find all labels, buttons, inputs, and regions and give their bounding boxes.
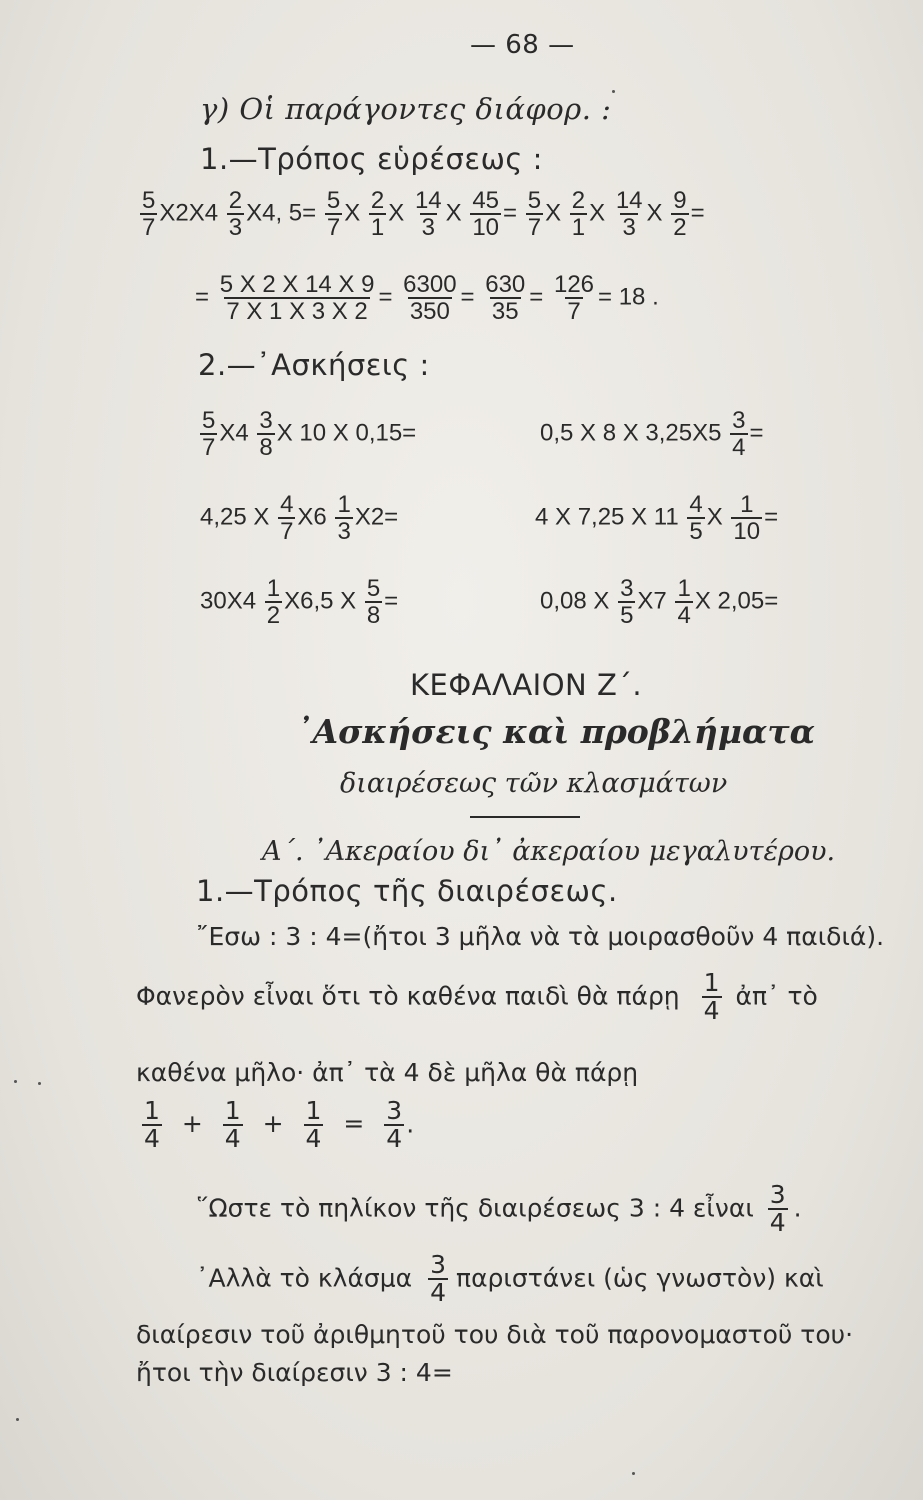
fraction: $\frac{3}{4}$ (430, 1250, 447, 1308)
paragraph-4: ῞Ωστε τὸ πηλίκον τῆς διαιρέσεως 3 : 4 εἶναι $\frac{3}{4}$ . (196, 1180, 802, 1238)
fraction: $\frac{1}{10}$ (733, 491, 761, 546)
chapter-heading: ΚΕΦΑΛΑΙΟΝ Ζ΄. (410, 668, 643, 702)
section-g-title: γ) Οἱ παράγοντες διάφορ. : (200, 92, 612, 126)
fraction: $\frac{5}{7}$ (142, 187, 156, 242)
exercises-title: 2.—᾿Ασκήσεις : (198, 348, 430, 382)
chapter-title: ᾿Ασκήσεις καὶ προβλήματα (296, 712, 815, 751)
page-number: — 68 — (470, 30, 575, 60)
print-speck (612, 90, 615, 93)
fraction: $\frac{45}{10}$ (472, 187, 500, 242)
fraction-sum: $\frac{1}{4}$ + $\frac{1}{4}$ + $\frac{1}{4}$ = $\frac{3}{4}$ . (144, 1096, 415, 1154)
fraction: $\frac{2}{1}$ (370, 187, 385, 242)
paragraph-7: ἤτοι τὴν διαίρεσιν 3 : 4= (136, 1358, 453, 1387)
fraction: $\frac{5}{7}$ (202, 407, 216, 462)
exercise-r3-right: 0,08 Χ $\frac{3}{5}$ Χ7 $\frac{1}{4}$ Χ 2,05= (540, 575, 779, 630)
print-speck (16, 1418, 19, 1421)
paragraph-3: καθένα μῆλο· ἀπ᾿ τὰ 4 δὲ μῆλα θὰ πάρῃ (136, 1058, 639, 1087)
fraction: $\frac{3}{4}$ (732, 407, 746, 462)
exercise-r2-left: 4,25 Χ $\frac{4}{7}$ Χ6 $\frac{1}{3}$ Χ2= (200, 491, 399, 546)
print-speck (38, 1082, 41, 1085)
fraction: $\frac{1}{4}$ (224, 1096, 241, 1154)
fraction: $\frac{6300}{350}$ (403, 271, 457, 326)
fraction: $\frac{14}{3}$ (414, 187, 442, 242)
fraction: $\frac{5}{8}$ (366, 575, 381, 630)
fraction: $\frac{1}{4}$ (677, 575, 691, 630)
fraction: $\frac{630}{35}$ (485, 271, 526, 326)
fraction: $\frac{5}{7}$ (326, 187, 341, 242)
fraction: $\frac{2}{3}$ (228, 187, 243, 242)
fraction: $\frac{1}{2}$ (266, 575, 281, 630)
method-division-title: 1.—Τρόπος τῆς διαιρέσεως. (196, 874, 618, 908)
section-a-title: Α΄. ᾿Ακεραίου δι᾿ ἀκεραίου μεγαλυτέρου. (262, 836, 836, 867)
paragraph-1: ῎Εσω : 3 : 4=(ἤτοι 3 μῆλα νὰ τὰ μοιρασθοῦν 4 παιδιά). (196, 922, 885, 951)
exercise-r1-left: $\frac{5}{7}$ Χ4 $\frac{3}{8}$ Χ 10 Χ 0,15= (202, 407, 417, 462)
fraction: $\frac{3}{4}$ (386, 1096, 403, 1154)
fraction: $\frac{9}{2}$ (673, 187, 687, 242)
fraction: $\frac{4}{7}$ (280, 491, 294, 546)
fraction: $\frac{1}{3}$ (337, 491, 351, 546)
equation-line-1: $\frac{5}{7}$ Χ2Χ4 $\frac{2}{3}$ Χ4, 5= $\frac{5}{7}$ Χ $\frac{2}{1}$ Χ $\frac{14}{3}$ Χ $\frac{45}{10}$ = $\frac{5}{7}$ Χ $\frac{2}{1}$ Χ $\frac{14}{3}$ Χ $\frac{9}{2}$ = (142, 187, 705, 242)
chapter-subtitle: διαιρέσεως τῶν κλασμάτων (340, 768, 728, 799)
fraction: $\frac{14}{3}$ (615, 187, 643, 242)
fraction: $\frac{126}{7}$ (553, 271, 595, 326)
fraction: $\frac{5 X 2 X 14 X 9}{7 X 1 X 3 X 2}$ (219, 271, 375, 326)
fraction: $\frac{3}{4}$ (769, 1180, 786, 1238)
fraction: $\frac{1}{4}$ (305, 1096, 322, 1154)
fraction: $\frac{2}{1}$ (571, 187, 586, 242)
print-speck (14, 1080, 17, 1083)
fraction: $\frac{1}{4}$ (703, 968, 720, 1026)
fraction: $\frac{5}{7}$ (527, 187, 542, 242)
fraction: $\frac{1}{4}$ (144, 1096, 160, 1154)
fraction: $\frac{4}{5}$ (689, 491, 703, 546)
paragraph-6: διαίρεσιν τοῦ ἀριθμητοῦ του διὰ τοῦ παρονομαστοῦ του· (136, 1320, 854, 1349)
fraction: $\frac{3}{5}$ (620, 575, 634, 630)
exercise-r3-left: 30Χ4 $\frac{1}{2}$ Χ6,5 Χ $\frac{5}{8}$ = (200, 575, 399, 630)
chapter-divider (470, 816, 580, 818)
fraction: $\frac{3}{8}$ (259, 407, 273, 462)
exercise-r2-right: 4 Χ 7,25 Χ 11 $\frac{4}{5}$ Χ $\frac{1}{10}$ = (535, 491, 779, 546)
paragraph-2: Φανερὸν εἶναι ὅτι τὸ καθένα παιδὶ θὰ πάρῃ $\frac{1}{4}$ ἀπ᾿ τὸ (136, 968, 818, 1026)
print-speck (632, 1472, 635, 1475)
paragraph-5: ᾿Αλλὰ τὸ κλάσμα $\frac{3}{4}$ παριστάνει (ὡς γνωστὸν) καὶ (196, 1250, 824, 1308)
method1-title: 1.—Τρόπος εὑρέσεως : (200, 142, 543, 176)
equation-line-2: = $\frac{5 X 2 X 14 X 9}{7 X 1 X 3 X 2}$ = $\frac{6300}{350}$ = $\frac{630}{35}$ = $\frac{126}{7}$ = 18 . (195, 271, 659, 326)
exercise-r1-right: 0,5 Χ 8 Χ 3,25Χ5 $\frac{3}{4}$ = (540, 407, 764, 462)
